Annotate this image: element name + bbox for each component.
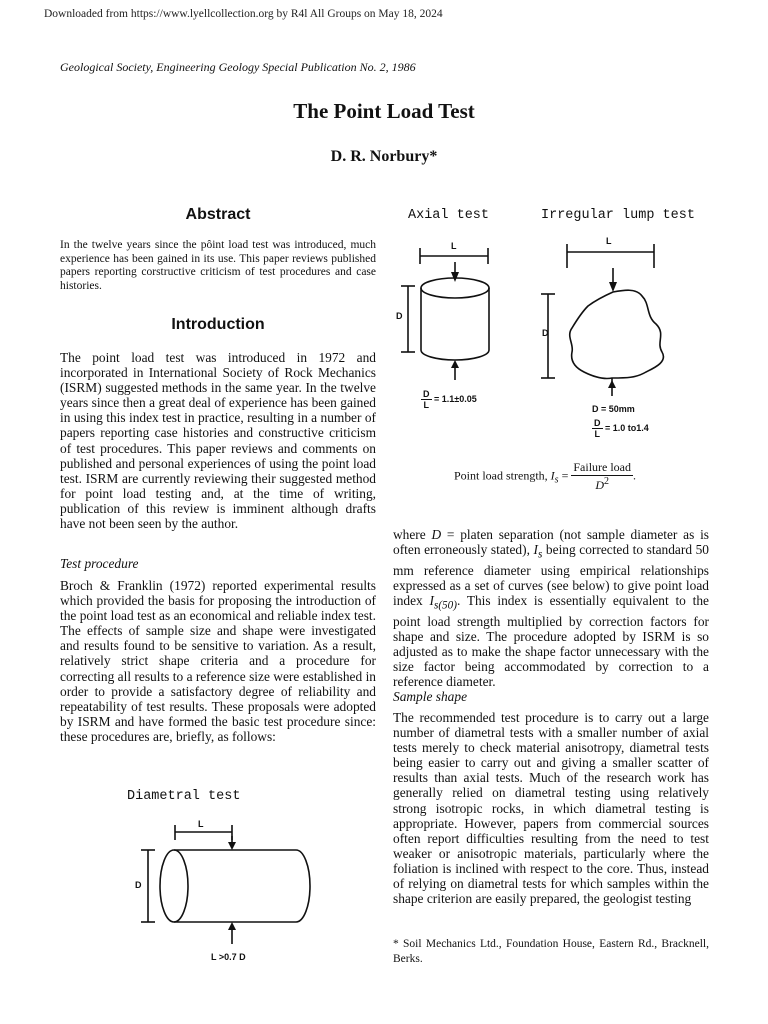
formula-lhs: Point load strength, bbox=[454, 468, 551, 483]
where-is2: I bbox=[429, 593, 434, 609]
test-procedure-text: Broch & Franklin (1972) reported experimental results which provided the basis for proposing the introduction of the point load test as an economical and reliable index test. The effects of sample size and shape were investigated and results found to be sensitive to variation. As a result, relatively strict shape criteria and a procedure for correcting all results to a reference size were established in order to provide a satisfactory degree of reliability and repeatability of test results. These proposals were adopted by ISRM and have formed the basic test procedure since: these procedures are, briefly, as follows: bbox=[60, 578, 376, 744]
formula-sub: s bbox=[554, 474, 559, 486]
irregular-ratio bbox=[592, 418, 649, 439]
footnote: * Soil Mechanics Ltd., Foundation House, Eastern Rd., Bracknell, Berks. bbox=[393, 938, 709, 965]
formula-var: I bbox=[550, 468, 555, 483]
irregular-ratio-denominator: L bbox=[594, 429, 600, 439]
irregular-ratio-numerator: D bbox=[594, 418, 601, 428]
diametral-d-label: D bbox=[135, 880, 142, 890]
introduction-text: The point load test was introduced in 1972 and incorporated in International Society of Rock Mechanics (ISRM) suggested methods in the same year. In the twelve years since then a great deal of experience has been gained in using this index test in practice, resulting in a number of papers reporting case histories and constructive criticism of test procedures. This paper reviews and comments on published and personal experiences of using the point load test. ISRM are currently reviewing their suggested method for point load testing and, at the time of writing, publication of this review is imminent although drafts have not been seen by the author. bbox=[60, 350, 376, 532]
sample-shape-text: The recommended test procedure is to carry out a large number of diametral tests with a smaller number of axial tests merely to check material anisotropy, diametral tests being easier to carry out and giving a smaller scatter of results than axial tests. Much of the research work has generally relied on diametral testing using relatively strong isotropic rocks, in which diametral testing is appropriate. However, papers from commercial sources often report difficulties resulting from the need to test weaker or anisotropic materials, particularly where the foliation is inclined with respect to the core. Thus, instead of relying on diametral tests for which samples within the shape criterion are easily prepared, the geologist testing bbox=[393, 710, 709, 907]
download-notice: Downloaded from https://www.lyellcollection.org by R4l All Groups on May 18, 2024 bbox=[44, 8, 443, 20]
where-is2-sub: s(50) bbox=[434, 599, 457, 612]
where-p1: where bbox=[393, 527, 432, 542]
author-name: D. R. Norbury* bbox=[330, 148, 438, 165]
irregular-figure-title: Irregular lump test bbox=[541, 208, 695, 223]
introduction-heading: Introduction bbox=[171, 316, 265, 333]
axial-ratio-value: = 1.1±0.05 bbox=[434, 393, 477, 404]
where-is1: I bbox=[533, 542, 538, 558]
formula-end: . bbox=[633, 468, 637, 483]
page-title: The Point Load Test bbox=[293, 99, 475, 123]
diametral-figure-title: Diametral test bbox=[127, 789, 241, 804]
irregular-size-spec: D = 50mm bbox=[592, 404, 635, 414]
axial-ratio-denominator: L bbox=[423, 400, 429, 410]
irregular-ratio-value: = 1.0 to1.4 bbox=[605, 422, 649, 433]
axial-d-label: D bbox=[396, 311, 403, 321]
formula-eq: = bbox=[558, 468, 572, 483]
irregular-d-label: D bbox=[542, 328, 549, 338]
sample-shape-heading: Sample shape bbox=[393, 689, 468, 704]
axial-l-label: L bbox=[451, 241, 457, 251]
abstract-text: In the twelve years since the pôint load test was introduced, much experience has been gained in its use. This paper reviews published papers reporting corstructive criticism of test procedures and case histories. bbox=[60, 239, 376, 292]
where-p3: being corrected to standard 50 mm reference diameter using empirical relationships expressed as a set of curves (see below) to give point load index bbox=[393, 542, 709, 609]
formula-den-sup: 2 bbox=[604, 476, 610, 487]
diametral-l-label: L bbox=[198, 819, 204, 829]
diametral-condition: L >0.7 D bbox=[211, 952, 246, 962]
axial-figure-title: Axial test bbox=[408, 208, 490, 223]
abstract-heading: Abstract bbox=[185, 206, 251, 223]
journal-citation: Geological Society, Engineering Geology Special Publication No. 2, 1986 bbox=[60, 60, 416, 74]
where-d: D bbox=[431, 527, 442, 542]
axial-ratio bbox=[421, 389, 477, 410]
where-is1-sub: s bbox=[538, 548, 543, 561]
formula-denominator: D bbox=[595, 478, 605, 492]
irregular-l-label: L bbox=[606, 236, 612, 246]
test-procedure-heading: Test procedure bbox=[60, 556, 139, 571]
point-load-formula bbox=[454, 460, 714, 493]
where-paragraph bbox=[393, 527, 709, 689]
where-p4: . This index is essentially equivalent to the point load strength multiplied by correction factors for shape and size. The procedure adopted by ISRM is so adjusted as to make the shape factor unnecessary with the size factor being accommodated by correction to a reference diameter. bbox=[393, 593, 709, 690]
formula-numerator: Failure load bbox=[573, 460, 632, 474]
axial-ratio-numerator: D bbox=[423, 389, 430, 399]
where-p2: = platen separation (not sample diameter as is often erroneously stated), bbox=[393, 527, 709, 558]
